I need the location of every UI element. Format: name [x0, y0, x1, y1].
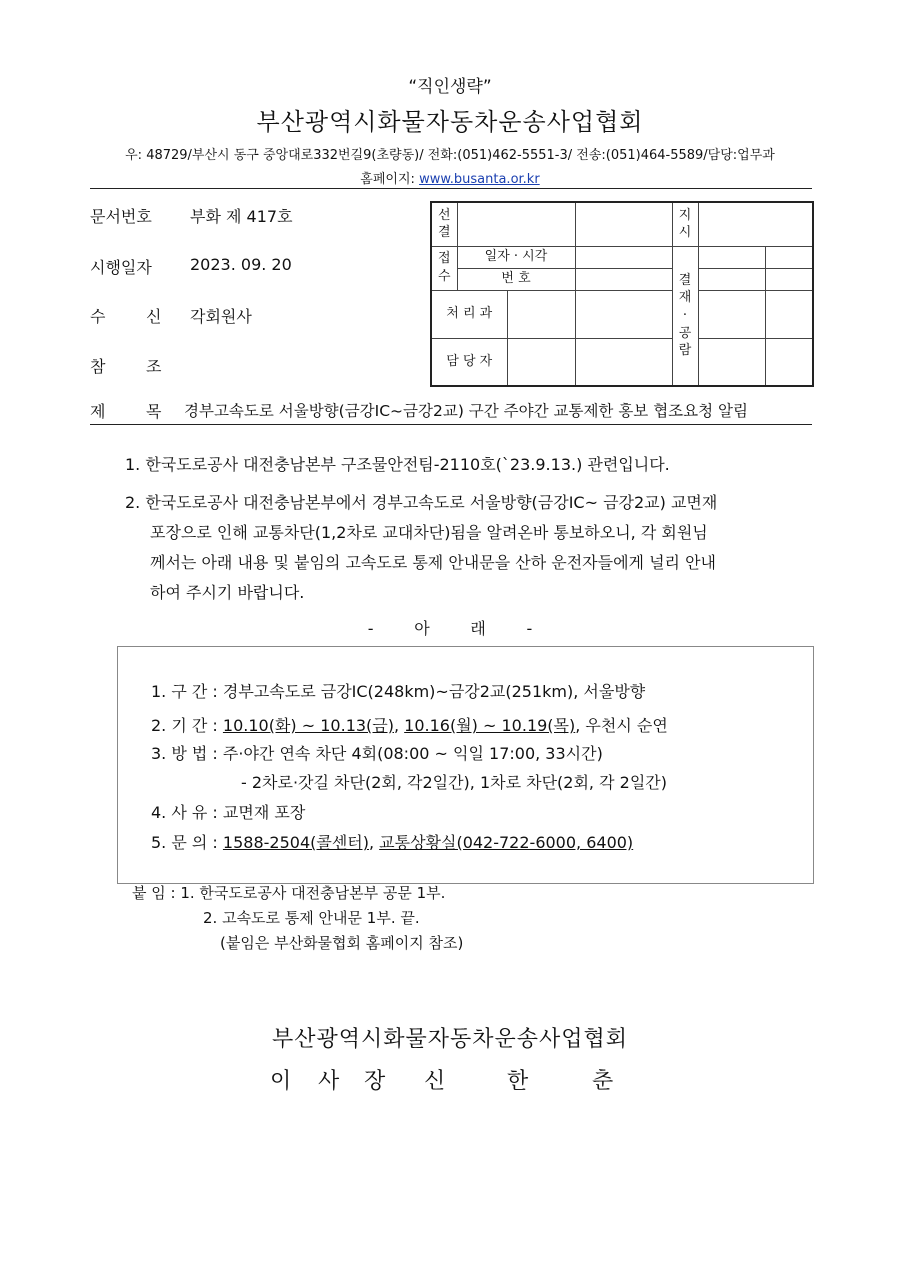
below-heading: - 아 래 -	[367, 619, 533, 638]
attachment-note: (붙임은 부산화물협회 홈페이지 참조)	[220, 934, 464, 952]
organization-name: 부산광역시화물자동차운송사업협회	[256, 108, 644, 136]
detail-period-label: 2. 기 간 :	[151, 716, 223, 735]
reference-label-2: 조	[146, 357, 162, 376]
subject: 경부고속도로 서울방향(금강IC~금강2교) 구간 주야간 교통제한 홍보 협조요청 알림	[184, 402, 748, 420]
detail-period-a: 10.10(화) ~ 10.13(금)	[222, 716, 394, 735]
paragraph-2-line-4: 하여 주시기 바랍니다.	[150, 583, 305, 602]
recipient-label-2: 신	[146, 307, 162, 326]
detail-inquiry: 5. 문 의 : 1588-2504(콜센터), 교통상황실(042-722-6000, 6400)	[151, 833, 634, 852]
approval-table	[430, 201, 814, 387]
issue-date: 2023. 09. 20	[190, 255, 292, 274]
subject-label-2: 목	[146, 402, 162, 421]
doc-number-label: 문서번호	[90, 207, 152, 226]
abbreviation-note: “직인생략”	[408, 77, 492, 97]
signature-title-3: 장	[364, 1069, 386, 1094]
subject-divider	[90, 424, 812, 425]
approval-datetime-label: 일자 · 시각	[457, 246, 575, 268]
detail-inquiry-callcenter: 1588-2504(콜센터)	[222, 833, 369, 852]
signature-name-1: 신	[424, 1069, 446, 1094]
paragraph-1: 1. 한국도로공사 대전충남본부 구조물안전팀-2110호(`23.9.13.) 관련입니다.	[125, 455, 670, 474]
approval-jisi-cell: 지 시	[672, 202, 698, 246]
approval-number-label: 번 호	[457, 268, 575, 290]
detail-section: 1. 구 간 : 경부고속도로 금강IC(248km)~금강2교(251km), 서울방향	[151, 682, 646, 701]
homepage-line	[0, 168, 900, 187]
detail-period: 2. 기 간 : 10.10(화) ~ 10.13(금), 10.16(월) ~ 10.19(목), 우천시 순연	[151, 716, 668, 735]
date-label: 시행일자	[90, 258, 152, 277]
header-divider	[90, 188, 812, 189]
signature-name-3: 춘	[592, 1069, 614, 1094]
homepage-link[interactable]: www.busanta.or.kr	[419, 172, 540, 187]
doc-number: 부화 제 417호	[190, 207, 293, 226]
signature-organization: 부산광역시화물자동차운송사업협회	[271, 1027, 629, 1052]
detail-reason: 4. 사 유 : 교면재 포장	[151, 803, 306, 822]
approval-person-label: 담 당 자	[431, 338, 507, 386]
signature-name-2: 한	[507, 1069, 529, 1094]
homepage-label: 홈페이지:	[360, 172, 415, 187]
paragraph-2-line-2: 포장으로 인해 교통차단(1,2차로 교대차단)됨을 알려온바 통보하오니, 각 회원님	[150, 523, 708, 542]
address-line: 우: 48729/부산시 동구 중앙대로332번길9(초량동)/ 전화:(051)462-5551-3/ 전송:(051)464-5589/담당:업무과	[125, 148, 775, 163]
attachment-line-2: 2. 고속도로 통제 안내문 1부. 끝.	[203, 909, 420, 927]
detail-method: 3. 방 법 : 주·야간 연속 차단 4회(08:00 ~ 익일 17:00, 33시간)	[151, 744, 603, 763]
detail-inquiry-label: 5. 문 의 :	[151, 833, 223, 852]
attachment-line-1: 붙 임 : 1. 한국도로공사 대전충남본부 공문 1부.	[132, 884, 446, 902]
reference-label-1: 참	[90, 357, 106, 376]
detail-period-suffix: , 우천시 순연	[575, 716, 668, 735]
approval-seon-gyeol-cell: 선 결	[431, 202, 457, 246]
signature-title-2: 사	[318, 1069, 340, 1094]
details-box	[117, 646, 814, 884]
approval-gyeoljae-gongram-cell: 결 재 · 공 람	[672, 246, 698, 386]
approval-jeopsu-cell: 접 수	[431, 246, 457, 290]
detail-period-b: 10.16(월) ~ 10.19(목)	[404, 716, 576, 735]
recipient-label-1: 수	[90, 307, 106, 326]
detail-method-sub: - 2차로·갓길 차단(2회, 각2일간), 1차로 차단(2회, 각 2일간)	[241, 773, 667, 792]
recipient: 각회원사	[190, 307, 252, 326]
signature-title-1: 이	[270, 1069, 292, 1094]
approval-dept-label: 처 리 과	[431, 290, 507, 338]
paragraph-2-line-1: 2. 한국도로공사 대전충남본부에서 경부고속도로 서울방향(금강IC~ 금강2교) 교면재	[125, 493, 718, 512]
subject-label-1: 제	[90, 402, 106, 421]
paragraph-2-line-3: 께서는 아래 내용 및 붙임의 고속도로 통제 안내문을 산하 운전자들에게 널리 안내	[150, 553, 716, 572]
detail-inquiry-situation-room: 교통상황실(042-722-6000, 6400)	[379, 833, 634, 852]
